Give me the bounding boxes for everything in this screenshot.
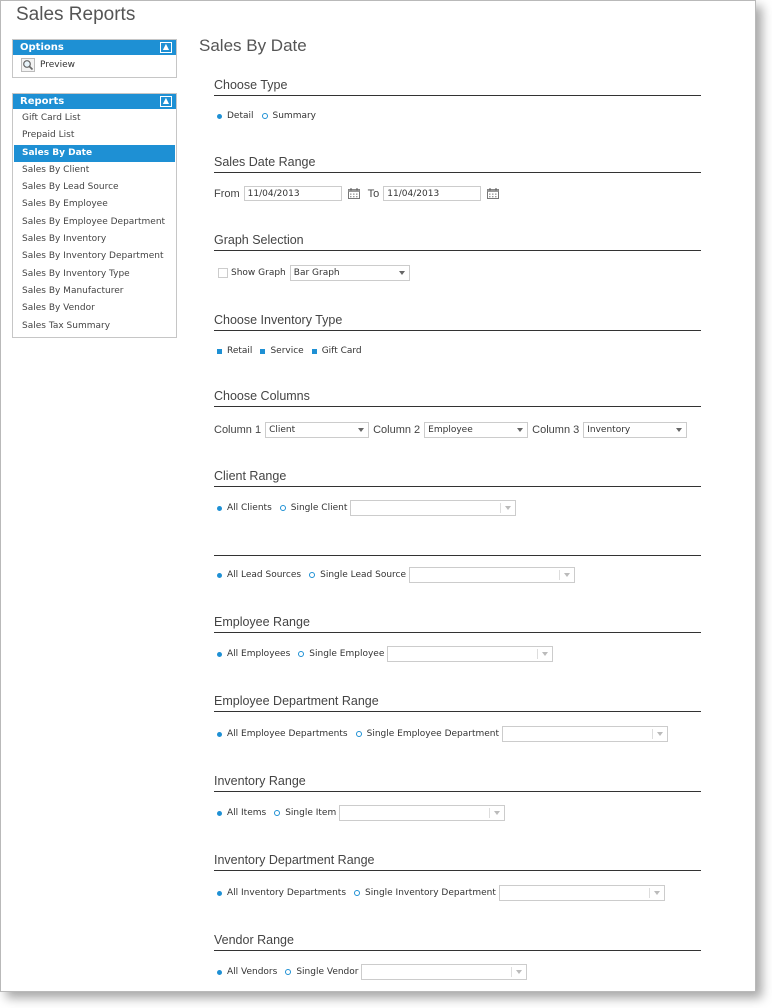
reports-panel: [12, 93, 177, 338]
report-item-sales-by-employee[interactable]: Sales By Employee: [22, 199, 108, 210]
column-1-value: Client: [269, 425, 296, 435]
single-lead-source-select[interactable]: [409, 567, 575, 583]
graph-row: [218, 265, 410, 281]
single-employee-label[interactable]: Single Employee: [309, 649, 385, 659]
single-employee-department-radio[interactable]: [356, 731, 362, 737]
chevron-down-icon: [657, 732, 663, 736]
gift-card-label[interactable]: Gift Card: [321, 346, 362, 356]
graph-selection-heading: Graph Selection: [214, 233, 701, 251]
inventory-type-row: [217, 346, 362, 356]
report-item-sales-by-manufacturer[interactable]: Sales By Manufacturer: [22, 285, 124, 296]
single-inventory-department-radio[interactable]: [354, 890, 360, 896]
options-panel: [12, 39, 177, 78]
client-range-heading: Client Range: [214, 469, 701, 487]
single-item-select[interactable]: [339, 805, 505, 821]
column-2-label: Column 2: [373, 424, 421, 436]
detail-label[interactable]: Detail: [227, 111, 254, 121]
to-date-input[interactable]: 11/04/2013: [383, 186, 481, 201]
gift-card-checkbox[interactable]: [312, 349, 317, 354]
summary-label[interactable]: Summary: [272, 111, 317, 121]
page-title: Sales By Date: [199, 36, 307, 55]
app-title: Sales Reports: [16, 4, 136, 25]
employee-department-range-heading: Employee Department Range: [214, 694, 701, 712]
all-employee-departments-label[interactable]: All Employee Departments: [227, 729, 348, 739]
all-items-label[interactable]: All Items: [227, 808, 267, 818]
chevron-down-icon: [399, 271, 405, 275]
date-range-row: [214, 186, 507, 201]
magnifier-icon: [21, 58, 35, 72]
preview-button[interactable]: [21, 58, 75, 72]
column-1-select[interactable]: [265, 422, 369, 438]
detail-radio[interactable]: [217, 114, 222, 119]
retail-checkbox[interactable]: [217, 349, 222, 354]
chevron-down-icon: [517, 428, 523, 432]
all-clients-radio[interactable]: [217, 506, 222, 511]
choose-type-row: [217, 111, 316, 121]
single-employee-department-label[interactable]: Single Employee Department: [366, 729, 500, 739]
single-inventory-department-label[interactable]: Single Inventory Department: [365, 888, 496, 898]
retail-label[interactable]: Retail: [227, 346, 253, 356]
chevron-down-icon: [516, 970, 522, 974]
choose-columns-heading: Choose Columns: [214, 389, 701, 407]
all-vendors-radio[interactable]: [217, 970, 222, 975]
inventory-range-row: [217, 805, 505, 821]
service-label[interactable]: Service: [270, 346, 304, 356]
all-lead-sources-label[interactable]: All Lead Sources: [227, 570, 302, 580]
report-item-sales-by-inventory[interactable]: Sales By Inventory: [22, 234, 107, 245]
chevron-down-icon: [654, 891, 660, 895]
single-employee-radio[interactable]: [298, 651, 304, 657]
single-lead-source-radio[interactable]: [309, 572, 315, 578]
single-inventory-department-select[interactable]: [499, 885, 665, 901]
chevron-down-icon: [542, 652, 548, 656]
reports-header-label: Reports: [20, 96, 65, 107]
show-graph-label[interactable]: Show Graph: [231, 268, 286, 278]
report-item-sales-by-inventory-type[interactable]: Sales By Inventory Type: [22, 268, 130, 279]
all-inventory-departments-label[interactable]: All Inventory Departments: [227, 888, 347, 898]
single-item-label[interactable]: Single Item: [285, 808, 337, 818]
report-item-sales-tax-summary[interactable]: Sales Tax Summary: [22, 320, 111, 331]
options-panel-header: [13, 40, 176, 55]
inventory-department-range-heading: Inventory Department Range: [214, 853, 701, 871]
report-item-gift-card-list[interactable]: Gift Card List: [22, 113, 81, 123]
calendar-icon[interactable]: [487, 188, 499, 199]
column-3-value: Inventory: [587, 425, 631, 435]
chevron-down-icon: [358, 428, 364, 432]
column-3-label: Column 3: [532, 424, 580, 436]
summary-radio[interactable]: [262, 113, 268, 119]
graph-type-select[interactable]: [290, 265, 410, 281]
column-3-select[interactable]: [583, 422, 687, 438]
single-employee-select[interactable]: [387, 646, 553, 662]
report-item-sales-by-employee-department[interactable]: Sales By Employee Department: [22, 216, 166, 227]
report-item-prepaid-list[interactable]: Prepaid List: [22, 130, 75, 141]
report-item-sales-by-lead-source[interactable]: Sales By Lead Source: [22, 182, 119, 193]
all-lead-sources-radio[interactable]: [217, 573, 222, 578]
inventory-range-heading: Inventory Range: [214, 774, 701, 792]
from-label: From: [214, 187, 240, 200]
all-items-radio[interactable]: [217, 811, 222, 816]
from-date-input[interactable]: 11/04/2013: [244, 186, 342, 201]
single-client-label[interactable]: Single Client: [290, 503, 348, 513]
service-checkbox[interactable]: [260, 349, 265, 354]
single-employee-department-select[interactable]: [502, 726, 668, 742]
single-lead-source-label[interactable]: Single Lead Source: [320, 570, 407, 580]
chevron-down-icon: [676, 428, 682, 432]
preview-label: Preview: [40, 60, 76, 70]
lead-source-range-row: [217, 567, 575, 583]
collapse-options-icon[interactable]: ▲: [160, 42, 172, 53]
employee-department-range-row: [217, 726, 668, 742]
collapse-reports-icon[interactable]: ▲: [160, 96, 172, 107]
date-range-heading: Sales Date Range: [214, 155, 701, 173]
vendor-range-heading: Vendor Range: [214, 933, 701, 951]
lead-source-range-heading: [214, 538, 701, 556]
calendar-icon[interactable]: [348, 188, 360, 199]
single-vendor-label[interactable]: Single Vendor: [296, 967, 359, 977]
report-item-sales-by-date[interactable]: Sales By Date: [14, 145, 175, 162]
chevron-down-icon: [564, 573, 570, 577]
column-2-select[interactable]: [424, 422, 528, 438]
employee-range-heading: Employee Range: [214, 615, 701, 633]
column-2-value: Employee: [428, 425, 473, 435]
single-client-select[interactable]: [350, 500, 516, 516]
report-item-sales-by-vendor[interactable]: Sales By Vendor: [22, 303, 95, 314]
vendor-range-row: [217, 964, 527, 980]
to-label: To: [367, 187, 380, 200]
reports-panel-header: [13, 94, 176, 109]
graph-type-value: Bar Graph: [293, 268, 340, 278]
single-client-radio[interactable]: [280, 505, 286, 511]
single-item-radio[interactable]: [274, 810, 280, 816]
report-item-sales-by-client[interactable]: Sales By Client: [22, 164, 90, 175]
inventory-type-heading: Choose Inventory Type: [214, 313, 701, 331]
chevron-down-icon: [494, 811, 500, 815]
inventory-department-range-row: [217, 885, 665, 901]
client-range-row: [217, 500, 516, 516]
all-inventory-departments-radio[interactable]: [217, 891, 222, 896]
all-employees-label[interactable]: All Employees: [227, 649, 291, 659]
all-vendors-label[interactable]: All Vendors: [227, 967, 278, 977]
single-vendor-select[interactable]: [361, 964, 527, 980]
report-item-sales-by-inventory-department[interactable]: Sales By Inventory Department: [22, 251, 164, 262]
choose-type-heading: Choose Type: [214, 78, 701, 96]
all-clients-label[interactable]: All Clients: [227, 503, 272, 513]
columns-row: [214, 422, 687, 438]
column-1-label: Column 1: [214, 424, 262, 436]
all-employees-radio[interactable]: [217, 652, 222, 657]
employee-range-row: [217, 646, 553, 662]
show-graph-checkbox[interactable]: [218, 268, 228, 278]
all-employee-departments-radio[interactable]: [217, 732, 222, 737]
options-header-label: Options: [20, 42, 64, 53]
chevron-down-icon: [505, 506, 511, 510]
single-vendor-radio[interactable]: [285, 969, 291, 975]
